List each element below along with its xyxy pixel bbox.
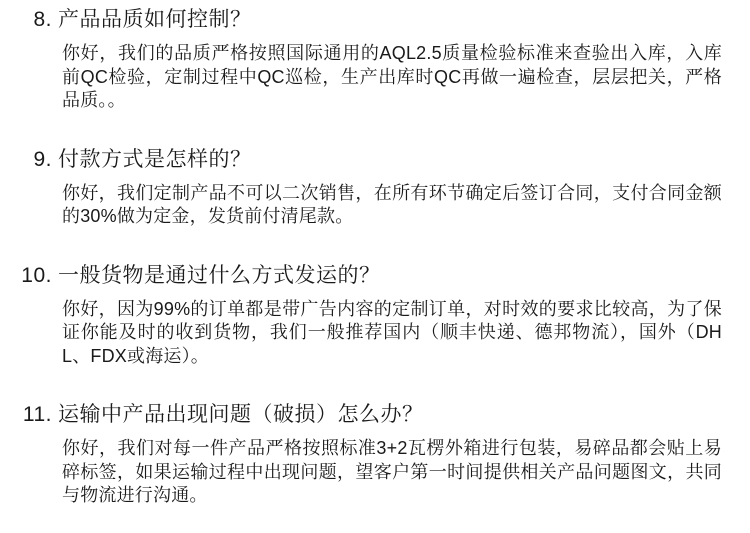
answer-text: 你好，我们的品质严格按照国际通用的AQL2.5质量检验标准来查验出入库，入库前QC检验，定制过程中QC巡检，生产出库时QC再做一遍检查，层层把关，严格品质。。 — [62, 43, 722, 110]
faq-item-q11 — [20, 401, 722, 508]
question-heading — [20, 146, 722, 174]
question-number: 11. — [22, 403, 52, 426]
faq-item-q9 — [20, 146, 722, 229]
question-heading — [20, 6, 722, 34]
faq-item-q8 — [20, 6, 722, 113]
question-text: 运输中产品出现问题（破损）怎么办？ — [58, 403, 424, 426]
answer-text: 你好，因为99%的订单都是带广告内容的定制订单，对时效的要求比较高，为了保证你能及时的收到货物，我们一般推荐国内（顺丰快递、德邦物流），国外（DHL、FDX或海运）。 — [62, 298, 722, 366]
faq-item-q10 — [20, 262, 722, 369]
question-number: 10. — [21, 263, 52, 287]
question-text: 一般货物是通过什么方式发运的？ — [58, 263, 381, 287]
question-text: 付款方式是怎样的？ — [58, 147, 252, 171]
question-heading — [20, 262, 722, 290]
question-text: 产品品质如何控制？ — [58, 8, 252, 31]
answer-text: 你好，我们对每一件产品严格按照标准3+2瓦楞外箱进行包装，易碎品都会贴上易碎标签，如果运输过程中出现问题，望客户第一时间提供相关产品问题图文，共同与物流进行沟通。 — [62, 438, 722, 505]
question-heading — [20, 401, 722, 429]
question-number: 9. — [33, 147, 52, 171]
answer-text: 你好，我们定制产品不可以二次销售，在所有环节确定后签订合同，支付合同金额的30%做为定金，发货前付清尾款。 — [62, 182, 722, 226]
question-number: 8. — [33, 8, 52, 31]
